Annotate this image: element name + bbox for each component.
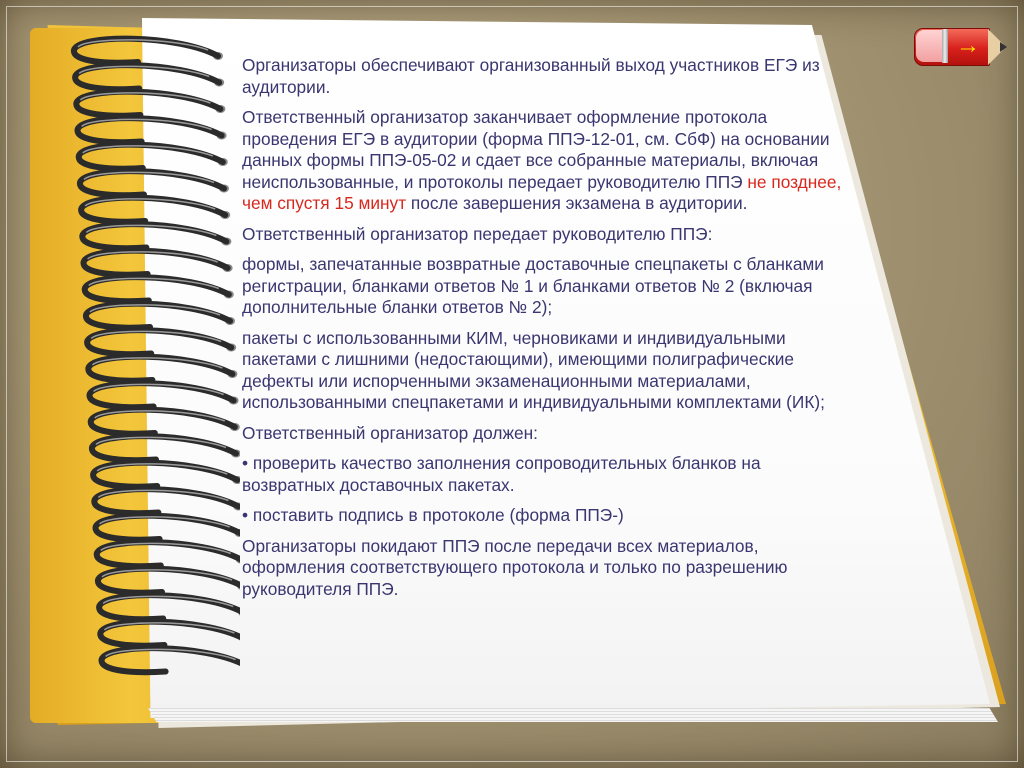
spiral-ring [88, 357, 237, 381]
slide-text [242, 55, 842, 609]
spiral-ring [97, 542, 240, 566]
paragraph-forms: формы, запечатанные возвратные доставочные спецпакеты с бланками регистрации, бланками ответов № 1 и бланками ответов № 2 (включая дополнительные бланки ответов № 2); [242, 254, 824, 317]
pencil-lead [1000, 42, 1007, 52]
bullet-check-forms: • проверить качество заполнения сопроводительных бланков на возвратных доставочных пакетах. [242, 453, 761, 495]
spiral-ring [96, 516, 240, 540]
spiral-ring [99, 595, 240, 619]
spiral-ring [87, 330, 236, 354]
spiral-ring [92, 436, 240, 460]
spiral-ring [84, 251, 233, 275]
spiral-ring [75, 65, 224, 89]
spiral-ring [98, 569, 240, 593]
next-slide-button[interactable] [914, 28, 1006, 66]
spiral-ring [102, 648, 240, 672]
paragraph-duties: Ответственный организатор должен: [242, 422, 538, 443]
spiral-ring [94, 489, 240, 513]
arrow-right-icon: → [956, 32, 980, 59]
spiral-binding [60, 30, 240, 690]
spiral-ring [91, 410, 240, 434]
spiral-ring [86, 304, 235, 328]
pencil-band [942, 29, 948, 63]
spiral-ring [100, 622, 240, 646]
deadline-highlight: не позднее, чем спустя 15 минут [242, 171, 842, 213]
paragraph-leave: Организаторы покидают ППЭ после передачи всех материалов, оформления соответствующего протокола и только по разрешению руководителя ППЭ. [242, 535, 788, 599]
spiral-ring [78, 118, 227, 142]
spiral-ring [81, 198, 230, 222]
page-stack-edge [148, 708, 998, 722]
spiral-ring [74, 39, 223, 63]
protocol-text: Ответственный организатор заканчивает оформление протокола проведения ЕГЭ в аудитории (форма ППЭ-12-01, см. СбФ) на основании данных формы ППЭ-05-02 и сдает все собранные материалы, включая неиспользованные, и протоколы передает руководителю ППЭ [242, 107, 830, 192]
paragraph-handover: Ответственный организатор передает руководителю ППЭ: [242, 223, 713, 244]
protocol-text-end: после завершения экзамена в аудитории. [406, 193, 748, 213]
spiral-ring [93, 463, 240, 487]
paragraph-packages: пакеты с использованными КИМ, черновиками и индивидуальными пакетами с лишними (недостающими), имеющими полиграфические дефекты или испорченными экзаменационными материалами, использованными спецпакетами и индивидуальными комплектами (ИК); [242, 327, 825, 412]
spiral-ring [90, 383, 239, 407]
spiral-ring [82, 224, 231, 248]
paragraph-exit: Организаторы обеспечивают организованный выход участников ЕГЭ из аудитории. [242, 55, 820, 97]
bullet-sign-protocol: • поставить подпись в протоколе (форма ППЭ-) [242, 505, 624, 525]
spiral-ring [79, 145, 228, 169]
spiral-ring [85, 277, 234, 301]
paragraph-protocol [242, 107, 842, 215]
spiral-ring [76, 92, 225, 116]
spiral-ring [80, 171, 229, 195]
pencil-eraser [916, 30, 942, 62]
